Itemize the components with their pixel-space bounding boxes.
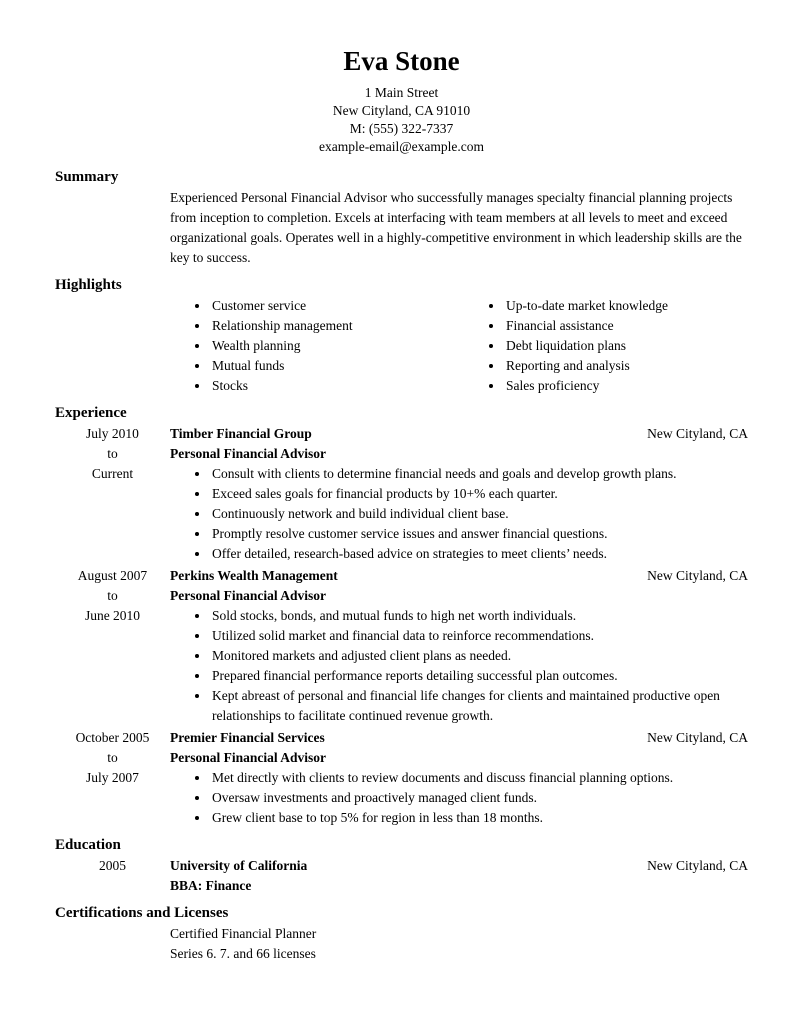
resume-header (55, 46, 748, 156)
employer-row (170, 566, 748, 586)
certifications-heading: Certifications and Licenses (55, 905, 229, 921)
job-bullet: • Kept abreast of personal and financial life changes for clients and maintained productive open relationships to facilitate continued revenue growth. (210, 686, 748, 726)
employer-name: Perkins Wealth Management (170, 568, 338, 583)
summary-section (55, 166, 748, 268)
certifications-left-gutter (55, 924, 170, 964)
education-year: 2005 (99, 858, 126, 873)
job-bullet-list (170, 768, 748, 828)
job-title: Personal Financial Advisor (170, 588, 327, 603)
summary-heading: Summary (55, 169, 119, 185)
highlight-item: • Debt liquidation plans (504, 336, 748, 356)
job-dates (55, 728, 170, 828)
job-date-end: July 2007 (86, 770, 139, 785)
experience-section (55, 402, 748, 828)
candidate-name: Eva Stone (343, 46, 460, 76)
job-bullet: • Met directly with clients to review documents and discuss financial planning options. (210, 768, 748, 788)
job-body (170, 728, 748, 828)
job-location: New Cityland, CA (647, 426, 748, 441)
address-line-2: New Cityland, CA 91010 (332, 103, 471, 118)
job-bullet-list (170, 464, 748, 564)
school-row (170, 856, 748, 876)
certifications-body (55, 924, 748, 964)
job-date-start: August 2007 (77, 568, 148, 583)
certification-item: Certified Financial Planner (170, 926, 317, 941)
address-line-1: 1 Main Street (364, 85, 439, 100)
highlight-item: • Sales proficiency (504, 376, 748, 396)
certifications-list (170, 924, 748, 964)
highlights-columns (170, 296, 748, 396)
job-bullet: • Promptly resolve customer service issues and answer financial questions. (210, 524, 748, 544)
job-title: Personal Financial Advisor (170, 750, 327, 765)
job-location: New Cityland, CA (647, 730, 748, 745)
job-bullet: • Grew client base to top 5% for region in less than 18 months. (210, 808, 748, 828)
job-body (170, 566, 748, 726)
job-bullet: • Continuously network and build individual client base. (210, 504, 748, 524)
job-bullet: • Exceed sales goals for financial products by 10+% each quarter. (210, 484, 748, 504)
employer-row (170, 424, 748, 444)
highlights-heading: Highlights (55, 277, 122, 293)
job-bullet-list (170, 606, 748, 726)
experience-job-1 (55, 424, 748, 564)
school-name: University of California (170, 858, 308, 873)
job-bullet: • Sold stocks, bonds, and mutual funds to high net worth individuals. (210, 606, 748, 626)
job-date-separator: to (107, 588, 118, 603)
highlight-item: • Up-to-date market knowledge (504, 296, 748, 316)
summary-body (55, 188, 748, 268)
job-bullet: • Offer detailed, research-based advice on strategies to meet clients’ needs. (210, 544, 748, 564)
highlight-item: • Financial assistance (504, 316, 748, 336)
highlight-item: • Reporting and analysis (504, 356, 748, 376)
job-date-separator: to (107, 750, 118, 765)
job-dates (55, 424, 170, 564)
experience-job-2 (55, 566, 748, 726)
job-date-end: June 2010 (84, 608, 141, 623)
education-body (55, 856, 748, 896)
employer-name: Timber Financial Group (170, 426, 312, 441)
job-date-end: Current (91, 466, 134, 481)
employer-name: Premier Financial Services (170, 730, 325, 745)
highlights-column-2 (464, 296, 748, 396)
job-location: New Cityland, CA (647, 568, 748, 583)
highlight-item: • Wealth planning (210, 336, 464, 356)
education-location: New Cityland, CA (647, 858, 748, 873)
education-section (55, 834, 748, 896)
highlight-item: • Stocks (210, 376, 464, 396)
degree: BBA: Finance (170, 878, 252, 893)
job-bullet: • Monitored markets and adjusted client plans as needed. (210, 646, 748, 666)
summary-left-gutter (55, 188, 170, 268)
job-body (170, 424, 748, 564)
highlights-left-gutter (55, 296, 170, 396)
phone-line: M: (555) 322-7337 (349, 121, 454, 136)
job-title: Personal Financial Advisor (170, 446, 327, 461)
job-date-start: October 2005 (75, 730, 150, 745)
job-dates (55, 566, 170, 726)
certification-item: Series 6. 7. and 66 licenses (170, 946, 316, 961)
highlights-column-1 (170, 296, 464, 396)
highlight-item: • Mutual funds (210, 356, 464, 376)
experience-job-3 (55, 728, 748, 828)
job-bullet: • Consult with clients to determine financial needs and goals and develop growth plans. (210, 464, 748, 484)
education-heading: Education (55, 837, 121, 853)
experience-heading: Experience (55, 405, 127, 421)
job-bullet: • Utilized solid market and financial data to reinforce recommendations. (210, 626, 748, 646)
summary-text: Experienced Personal Financial Advisor who successfully manages specialty financial planning projects from inception to completion. Excels at interfacing with team members at all levels to meet and exceed organizational goals. Operates well in a highly-competitive environment in which leadership skills are the key to success. (170, 190, 742, 265)
employer-row (170, 728, 748, 748)
certifications-section (55, 902, 748, 964)
highlight-item: • Relationship management (210, 316, 464, 336)
job-date-start: July 2010 (86, 426, 139, 441)
highlight-item: • Customer service (210, 296, 464, 316)
highlights-section (55, 274, 748, 396)
highlights-body (55, 296, 748, 396)
email-line: example-email@example.com (319, 139, 484, 154)
education-details (170, 856, 748, 896)
job-bullet: • Oversaw investments and proactively managed client funds. (210, 788, 748, 808)
job-date-separator: to (107, 446, 118, 461)
job-bullet: • Prepared financial performance reports detailing successful plan outcomes. (210, 666, 748, 686)
